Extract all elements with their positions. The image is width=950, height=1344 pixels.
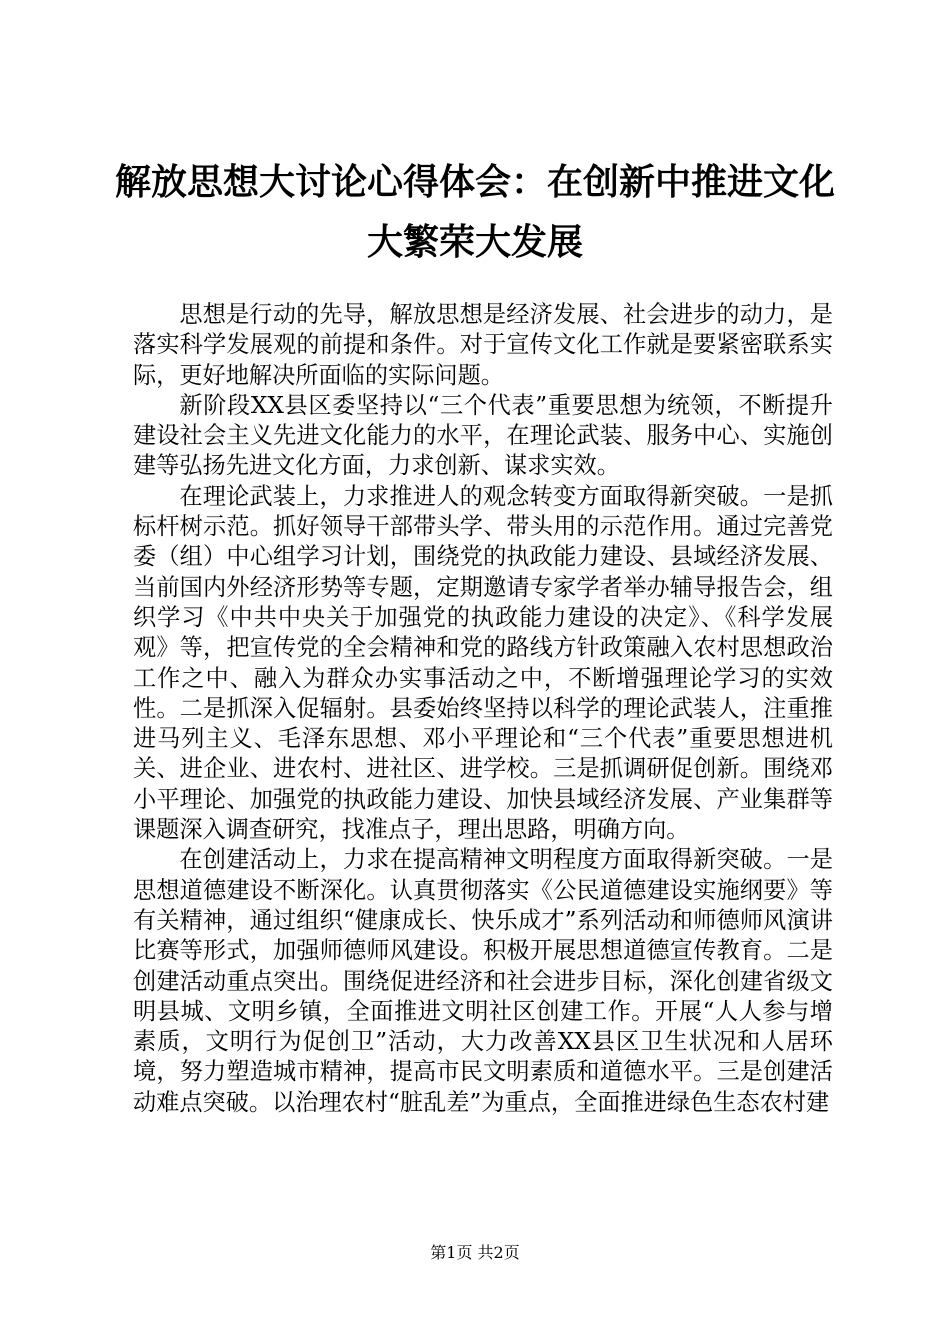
document-body bbox=[133, 300, 833, 1118]
document-title-line-1: 解放思想大讨论心得体会：在创新中推进文化 bbox=[114, 161, 835, 203]
paragraph-3: 在理论武装上，力求推进人的观念转变方面取得新突破。一是抓标杆树示范。抓好领导干部带头学、带头用的示范作用。通过完善党委（组）中心组学习计划，围绕党的执政能力建设、县域经济发展、当前国内外经济形势等专题，定期邀请专家学者举办辅导报告会，组织学习《中共中央关于加强党的执政能力建设的决定》、《科学发展观》等，把宣传党的全会精神和党的路线方针政策融入农村思想政治工作之中、融入为群众办实事活动之中，不断增强理论学习的实效性。二是抓深入促辐射。县委始终坚持以科学的理论武装人，注重推进马列主义、毛泽东思想、邓小平理论和“三个代表”重要思想进机关、进企业、进农村、进社区、进学校。三是抓调研促创新。围绕邓小平理论、加强党的执政能力建设、加快县域经济发展、产业集群等课题深入调查研究，找准点子，理出思路，明确方向。 bbox=[133, 482, 833, 844]
document-title-line-2: 大繁荣大发展 bbox=[366, 221, 583, 263]
paragraph-4: 在创建活动上，力求在提高精神文明程度方面取得新突破。一是思想道德建设不断深化。认真贯彻落实《公民道德建设实施纲要》等有关精神，通过组织“健康成长、快乐成才”系列活动和师德师风演讲比赛等形式，加强师德师风建设。积极开展思想道德宣传教育。二是创建活动重点突出。围绕促进经济和社会进步目标，深化创建省级文明县城、文明乡镇，全面推进文明社区创建工作。开展“人人参与增素质，文明行为促创卫”活动，大力改善XX县区卫生状况和人居环境，努力塑造城市精神，提高市民文明素质和道德水平。三是创建活动难点突破。以治理农村“脏乱差”为重点，全面推进绿色生态农村建 bbox=[133, 846, 833, 1116]
paragraph-2: 新阶段XX县区委坚持以“三个代表”重要思想为统领，不断提升建设社会主义先进文化能力的水平，在理论武装、服务中心、实施创建等弘扬先进文化方面，力求创新、谋求实效。 bbox=[133, 391, 833, 480]
page-number-footer: 第1页 共2页 bbox=[430, 1243, 520, 1262]
paragraph-1: 思想是行动的先导，解放思想是经济发展、社会进步的动力，是落实科学发展观的前提和条件。对于宣传文化工作就是要紧密联系实际，更好地解决所面临的实际问题。 bbox=[133, 301, 833, 389]
